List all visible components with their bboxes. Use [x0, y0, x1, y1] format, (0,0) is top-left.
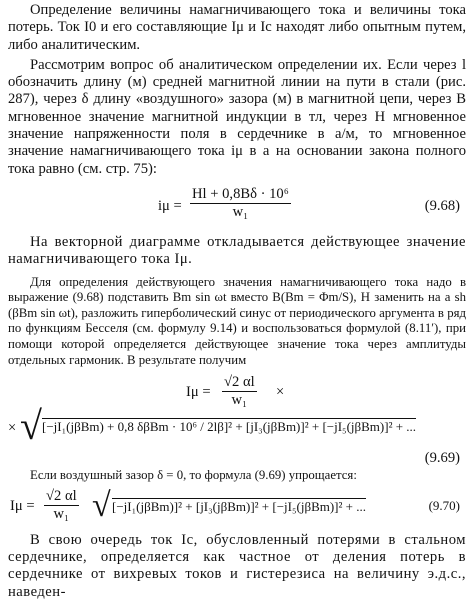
eq2-radicand: [−jI₁(jβBm) + 0,8 δβBm · 10⁶ / 2lβ]² + [jI₃(jβBm)]² + [−jI₅(jβBm)]² + ... [42, 419, 417, 435]
eq2-fraction [222, 374, 257, 409]
paragraph-zero-gap: Если воздушный зазор δ = 0, то формула (9.69) упрощается: [30, 468, 357, 483]
paragraph-analytical: Рассмотрим вопрос об аналитическом определении их. Если через l обозначить длину (м) средней магнитной линии на пути в стали (рис. 287), через δ длину «воздушного» зазора (м) в магнитной цепи, через B мгновенное значение магнитной индукции в тл, через H мгновенное значение напряженности поля в сердечнике в а/м, то мгновенное значение намагничивающего тока iμ в а на основании закона полного тока равно (см. стр. 75): [8, 56, 466, 177]
eq3-numerator: √2 αl [46, 487, 77, 504]
eq3-radicand: [−jI₁(jβBm)]² + [jI₃(jβBm)]² + [−jI₅(jβBm)]² + ... [112, 498, 366, 514]
paragraph-definition: Определение величины намагничивающего тока и величины тока потерь. Ток I0 и его составляющие Iμ и Ic находят либо опытным путем, либо аналитическим. [8, 2, 466, 53]
equation-9-69 [8, 374, 466, 452]
eq1-numerator: Hl + 0,8Bδ · 10⁶ [192, 185, 289, 202]
equation-9-70 [8, 488, 466, 528]
eq1-number: (9.68) [424, 197, 460, 214]
eq3-number: (9.70) [428, 497, 460, 513]
equation-9-68 [8, 186, 466, 230]
eq2-lhs: Iμ = [186, 384, 211, 401]
paragraph-loss-current: В свою очередь ток Ic, обусловленный потерями в стальном сердечнике, определяется как частное от деления потерь в сердечнике от вихревых токов и гистерезиса на величину э.д.с., наведен- [8, 531, 466, 600]
eq1-denominator: w₁ [232, 203, 249, 220]
equation-9-69-number-row [8, 452, 466, 468]
paragraph-effective-value: Для определения действующего значения намагничивающего тока надо в выражение (9.68) подставить Bm sin ωt вместо B(Bm = Φm/S), H заменить на a sh (βBm sin ωt), разложить гиперболический синус от периодического аргумента в ряд по функциям Бесселя (см. формулу 9.14) и воспользоваться формулой (8.11′), при помощи которой определяется действующее значение тока через амплитуды отдельных гармоник. В результате получим [8, 274, 466, 367]
eq2-line2-times: × [8, 420, 17, 437]
eq3-lhs: Iμ = [10, 497, 35, 514]
paragraph-vector-diagram: На векторной диаграмме откладывается действующее значение намагничивающего тока Iμ. [8, 233, 466, 268]
eq1-fraction [190, 186, 291, 221]
eq2-numerator: √2 αl [224, 374, 255, 391]
eq3-radical-sign: √ [92, 486, 111, 524]
eq3-fraction [44, 488, 79, 523]
eq2-times: × [276, 384, 285, 401]
eq3-denominator: w₁ [53, 505, 70, 522]
eq2-number: (9.69) [424, 450, 460, 467]
eq2-radical-sign: √ [20, 403, 42, 449]
eq2-denominator: w₁ [231, 392, 248, 409]
eq1-lhs: iμ = [158, 197, 182, 214]
